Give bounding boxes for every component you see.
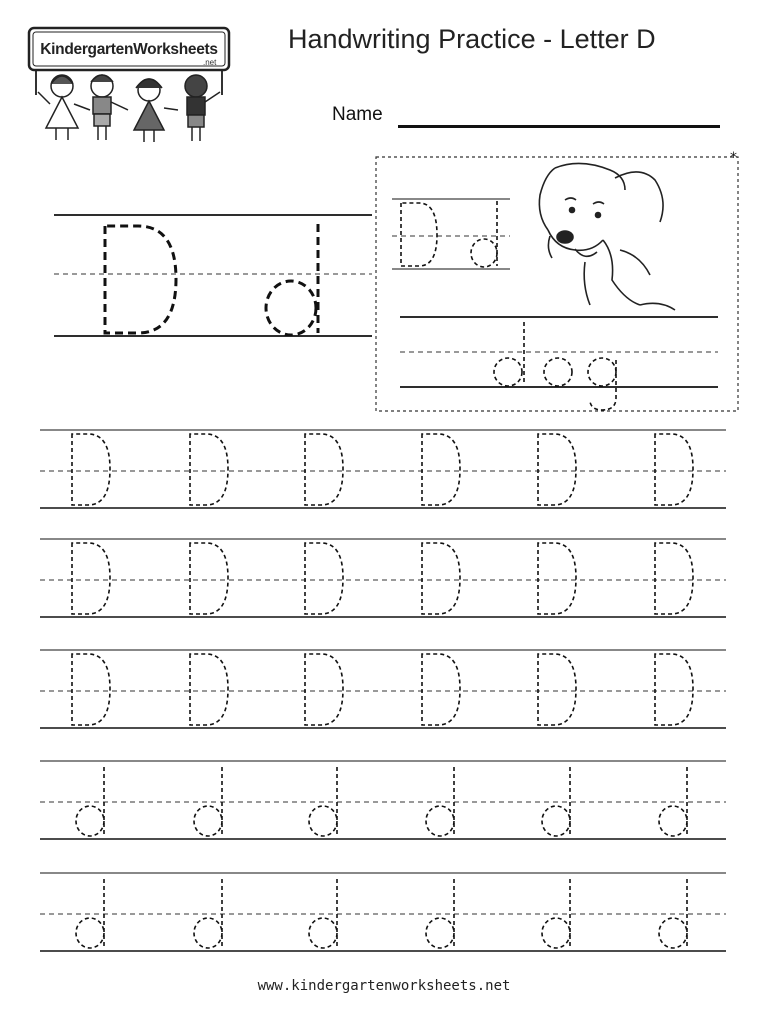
trace-lowercase-d-bowl[interactable] <box>426 918 454 948</box>
trace-lowercase-d-bowl[interactable] <box>309 806 337 836</box>
trace-lowercase-d-bowl[interactable] <box>76 806 104 836</box>
logo-text: KindergartenWorksheets <box>40 41 218 58</box>
big-uppercase-d <box>105 226 176 333</box>
trace-uppercase-d[interactable] <box>422 654 460 725</box>
trace-uppercase-d[interactable] <box>538 434 576 505</box>
page-title: Handwriting Practice - Letter D <box>288 24 656 54</box>
svg-text:*: * <box>730 150 737 166</box>
dog-illustration <box>539 163 675 310</box>
trace-uppercase-d[interactable] <box>190 434 228 505</box>
practice-row[interactable] <box>40 650 726 728</box>
practice-rows <box>40 430 726 951</box>
trace-uppercase-d[interactable] <box>655 434 693 505</box>
trace-uppercase-d[interactable] <box>305 434 343 505</box>
trace-lowercase-d-bowl[interactable] <box>542 806 570 836</box>
trace-uppercase-d[interactable] <box>190 654 228 725</box>
footer-url[interactable]: www.kindergartenworksheets.net <box>257 978 511 994</box>
trace-lowercase-d-bowl[interactable] <box>76 918 104 948</box>
practice-row[interactable] <box>40 430 726 508</box>
trace-lowercase-d-bowl[interactable] <box>426 806 454 836</box>
trace-uppercase-d[interactable] <box>305 654 343 725</box>
trace-uppercase-d[interactable] <box>190 543 228 614</box>
name-label: Name <box>332 104 383 125</box>
trace-uppercase-d[interactable] <box>538 543 576 614</box>
trace-lowercase-d-bowl[interactable] <box>309 918 337 948</box>
example-box <box>376 150 738 411</box>
trace-lowercase-d-bowl[interactable] <box>194 918 222 948</box>
practice-row[interactable] <box>40 761 726 839</box>
trace-uppercase-d[interactable] <box>305 543 343 614</box>
trace-uppercase-d[interactable] <box>655 654 693 725</box>
trace-uppercase-d[interactable] <box>72 434 110 505</box>
big-lowercase-d-bowl <box>266 281 316 335</box>
trace-lowercase-d-bowl[interactable] <box>194 806 222 836</box>
big-letter-guide <box>54 215 372 336</box>
trace-uppercase-d[interactable] <box>72 543 110 614</box>
trace-uppercase-d[interactable] <box>655 543 693 614</box>
trace-uppercase-d[interactable] <box>538 654 576 725</box>
trace-uppercase-d[interactable] <box>422 543 460 614</box>
trace-lowercase-d-bowl[interactable] <box>542 918 570 948</box>
practice-row[interactable] <box>40 873 726 951</box>
trace-lowercase-d-bowl[interactable] <box>659 806 687 836</box>
practice-row[interactable] <box>40 539 726 617</box>
trace-uppercase-d[interactable] <box>422 434 460 505</box>
trace-lowercase-d-bowl[interactable] <box>659 918 687 948</box>
trace-uppercase-d[interactable] <box>72 654 110 725</box>
logo-suffix: .net <box>203 58 217 67</box>
